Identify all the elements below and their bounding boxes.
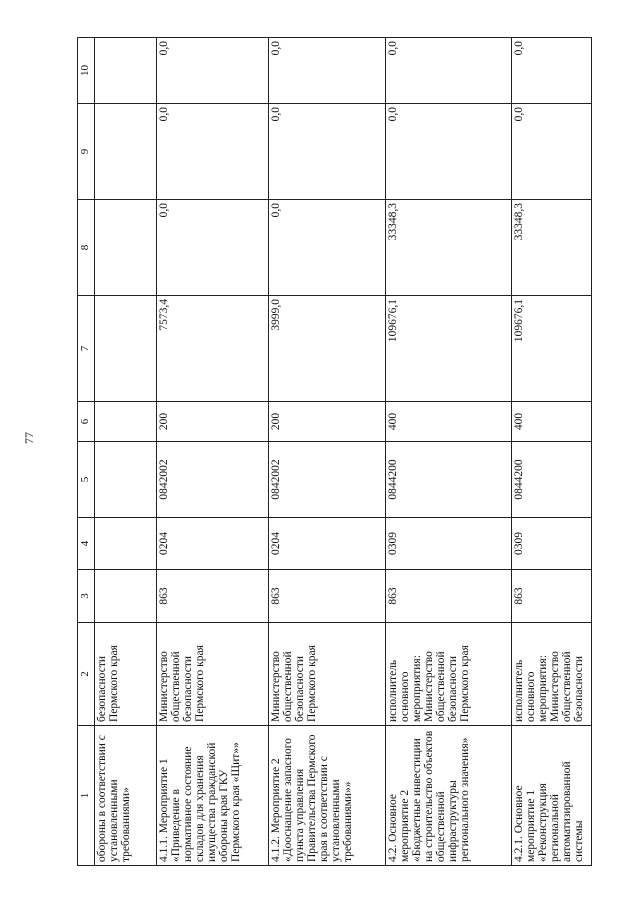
amount-cell: 7573,4 bbox=[157, 296, 269, 402]
amount-cell: 0,0 bbox=[157, 38, 269, 104]
measure-cell: 4.1.2. Мероприятие 2 «Дооснащение запасного пункта управления Правительства Пермского края в соответствии с установленными требованиями»» bbox=[269, 726, 386, 866]
rzpr-cell: 0204 bbox=[269, 518, 386, 570]
amount-cell: 0,0 bbox=[512, 38, 592, 104]
amount-cell bbox=[95, 200, 157, 296]
column-number: 10 bbox=[78, 38, 95, 104]
amount-cell: 109676,1 bbox=[512, 296, 592, 402]
amount-cell: 0,0 bbox=[269, 200, 386, 296]
csr-cell: 0842002 bbox=[269, 442, 386, 518]
table-row bbox=[386, 38, 512, 866]
executor-cell: исполнитель основного мероприятия: Министерство общественной безопасности bbox=[512, 623, 592, 726]
vr-cell bbox=[95, 402, 157, 442]
executor-cell: безопасности Пермского края bbox=[95, 623, 157, 726]
column-number-row bbox=[78, 38, 95, 866]
amount-cell: 3999,0 bbox=[269, 296, 386, 402]
table-row bbox=[512, 38, 592, 866]
page-number: 77 bbox=[22, 432, 36, 444]
measure-cell: 4.2.1. Основное мероприятие 1 «Реконструкция региональной автоматизированной системы bbox=[512, 726, 592, 866]
amount-cell bbox=[95, 104, 157, 200]
amount-cell: 0,0 bbox=[269, 104, 386, 200]
column-number: 4 bbox=[78, 518, 95, 570]
measure-cell: 4.2. Основное мероприятие 2 «Бюджетные инвестиции на строительство объектов общественной инфраструктуры регионального значения» bbox=[386, 726, 512, 866]
budget-table bbox=[77, 37, 592, 866]
rzpr-cell: 0309 bbox=[512, 518, 592, 570]
amount-cell: 0,0 bbox=[269, 38, 386, 104]
amount-cell: 0,0 bbox=[512, 104, 592, 200]
rotated-table-sheet bbox=[77, 38, 617, 866]
amount-cell: 33348,3 bbox=[386, 200, 512, 296]
executor-cell: Министерство общественной безопасности Пермского края bbox=[269, 623, 386, 726]
amount-cell: 109676,1 bbox=[386, 296, 512, 402]
vr-cell: 400 bbox=[512, 402, 592, 442]
amount-cell: 0,0 bbox=[157, 104, 269, 200]
grbs-cell: 863 bbox=[386, 570, 512, 623]
column-number: 5 bbox=[78, 442, 95, 518]
column-number: 8 bbox=[78, 200, 95, 296]
amount-cell: 0,0 bbox=[386, 104, 512, 200]
column-number: 1 bbox=[78, 726, 95, 866]
vr-cell: 400 bbox=[386, 402, 512, 442]
column-number: 3 bbox=[78, 570, 95, 623]
column-number: 9 bbox=[78, 104, 95, 200]
vr-cell: 200 bbox=[157, 402, 269, 442]
amount-cell bbox=[95, 296, 157, 402]
amount-cell: 0,0 bbox=[157, 200, 269, 296]
column-number: 6 bbox=[78, 402, 95, 442]
csr-cell: 0842002 bbox=[157, 442, 269, 518]
amount-cell bbox=[95, 38, 157, 104]
amount-cell: 33348,3 bbox=[512, 200, 592, 296]
csr-cell: 0844200 bbox=[386, 442, 512, 518]
table-row bbox=[269, 38, 386, 866]
executor-cell: исполнитель основного мероприятия: Министерство общественной безопасности Пермского края bbox=[386, 623, 512, 726]
table-row bbox=[95, 38, 157, 866]
rzpr-cell bbox=[95, 518, 157, 570]
column-number: 2 bbox=[78, 623, 95, 726]
amount-cell: 0,0 bbox=[386, 38, 512, 104]
grbs-cell: 863 bbox=[269, 570, 386, 623]
csr-cell: 0844200 bbox=[512, 442, 592, 518]
csr-cell bbox=[95, 442, 157, 518]
rzpr-cell: 0204 bbox=[157, 518, 269, 570]
vr-cell: 200 bbox=[269, 402, 386, 442]
table-row bbox=[157, 38, 269, 866]
grbs-cell: 863 bbox=[512, 570, 592, 623]
rzpr-cell: 0309 bbox=[386, 518, 512, 570]
grbs-cell: 863 bbox=[157, 570, 269, 623]
measure-cell: обороны в соответствии с установленными требованиями» bbox=[95, 726, 157, 866]
grbs-cell bbox=[95, 570, 157, 623]
column-number: 7 bbox=[78, 296, 95, 402]
executor-cell: Министерство общественной безопасности Пермского края bbox=[157, 623, 269, 726]
measure-cell: 4.1.1. Мероприятие 1 «Приведение в нормативное состояние складов для хранения имущества гражданской обороны края ГКУ Пермского края «Щит»» bbox=[157, 726, 269, 866]
